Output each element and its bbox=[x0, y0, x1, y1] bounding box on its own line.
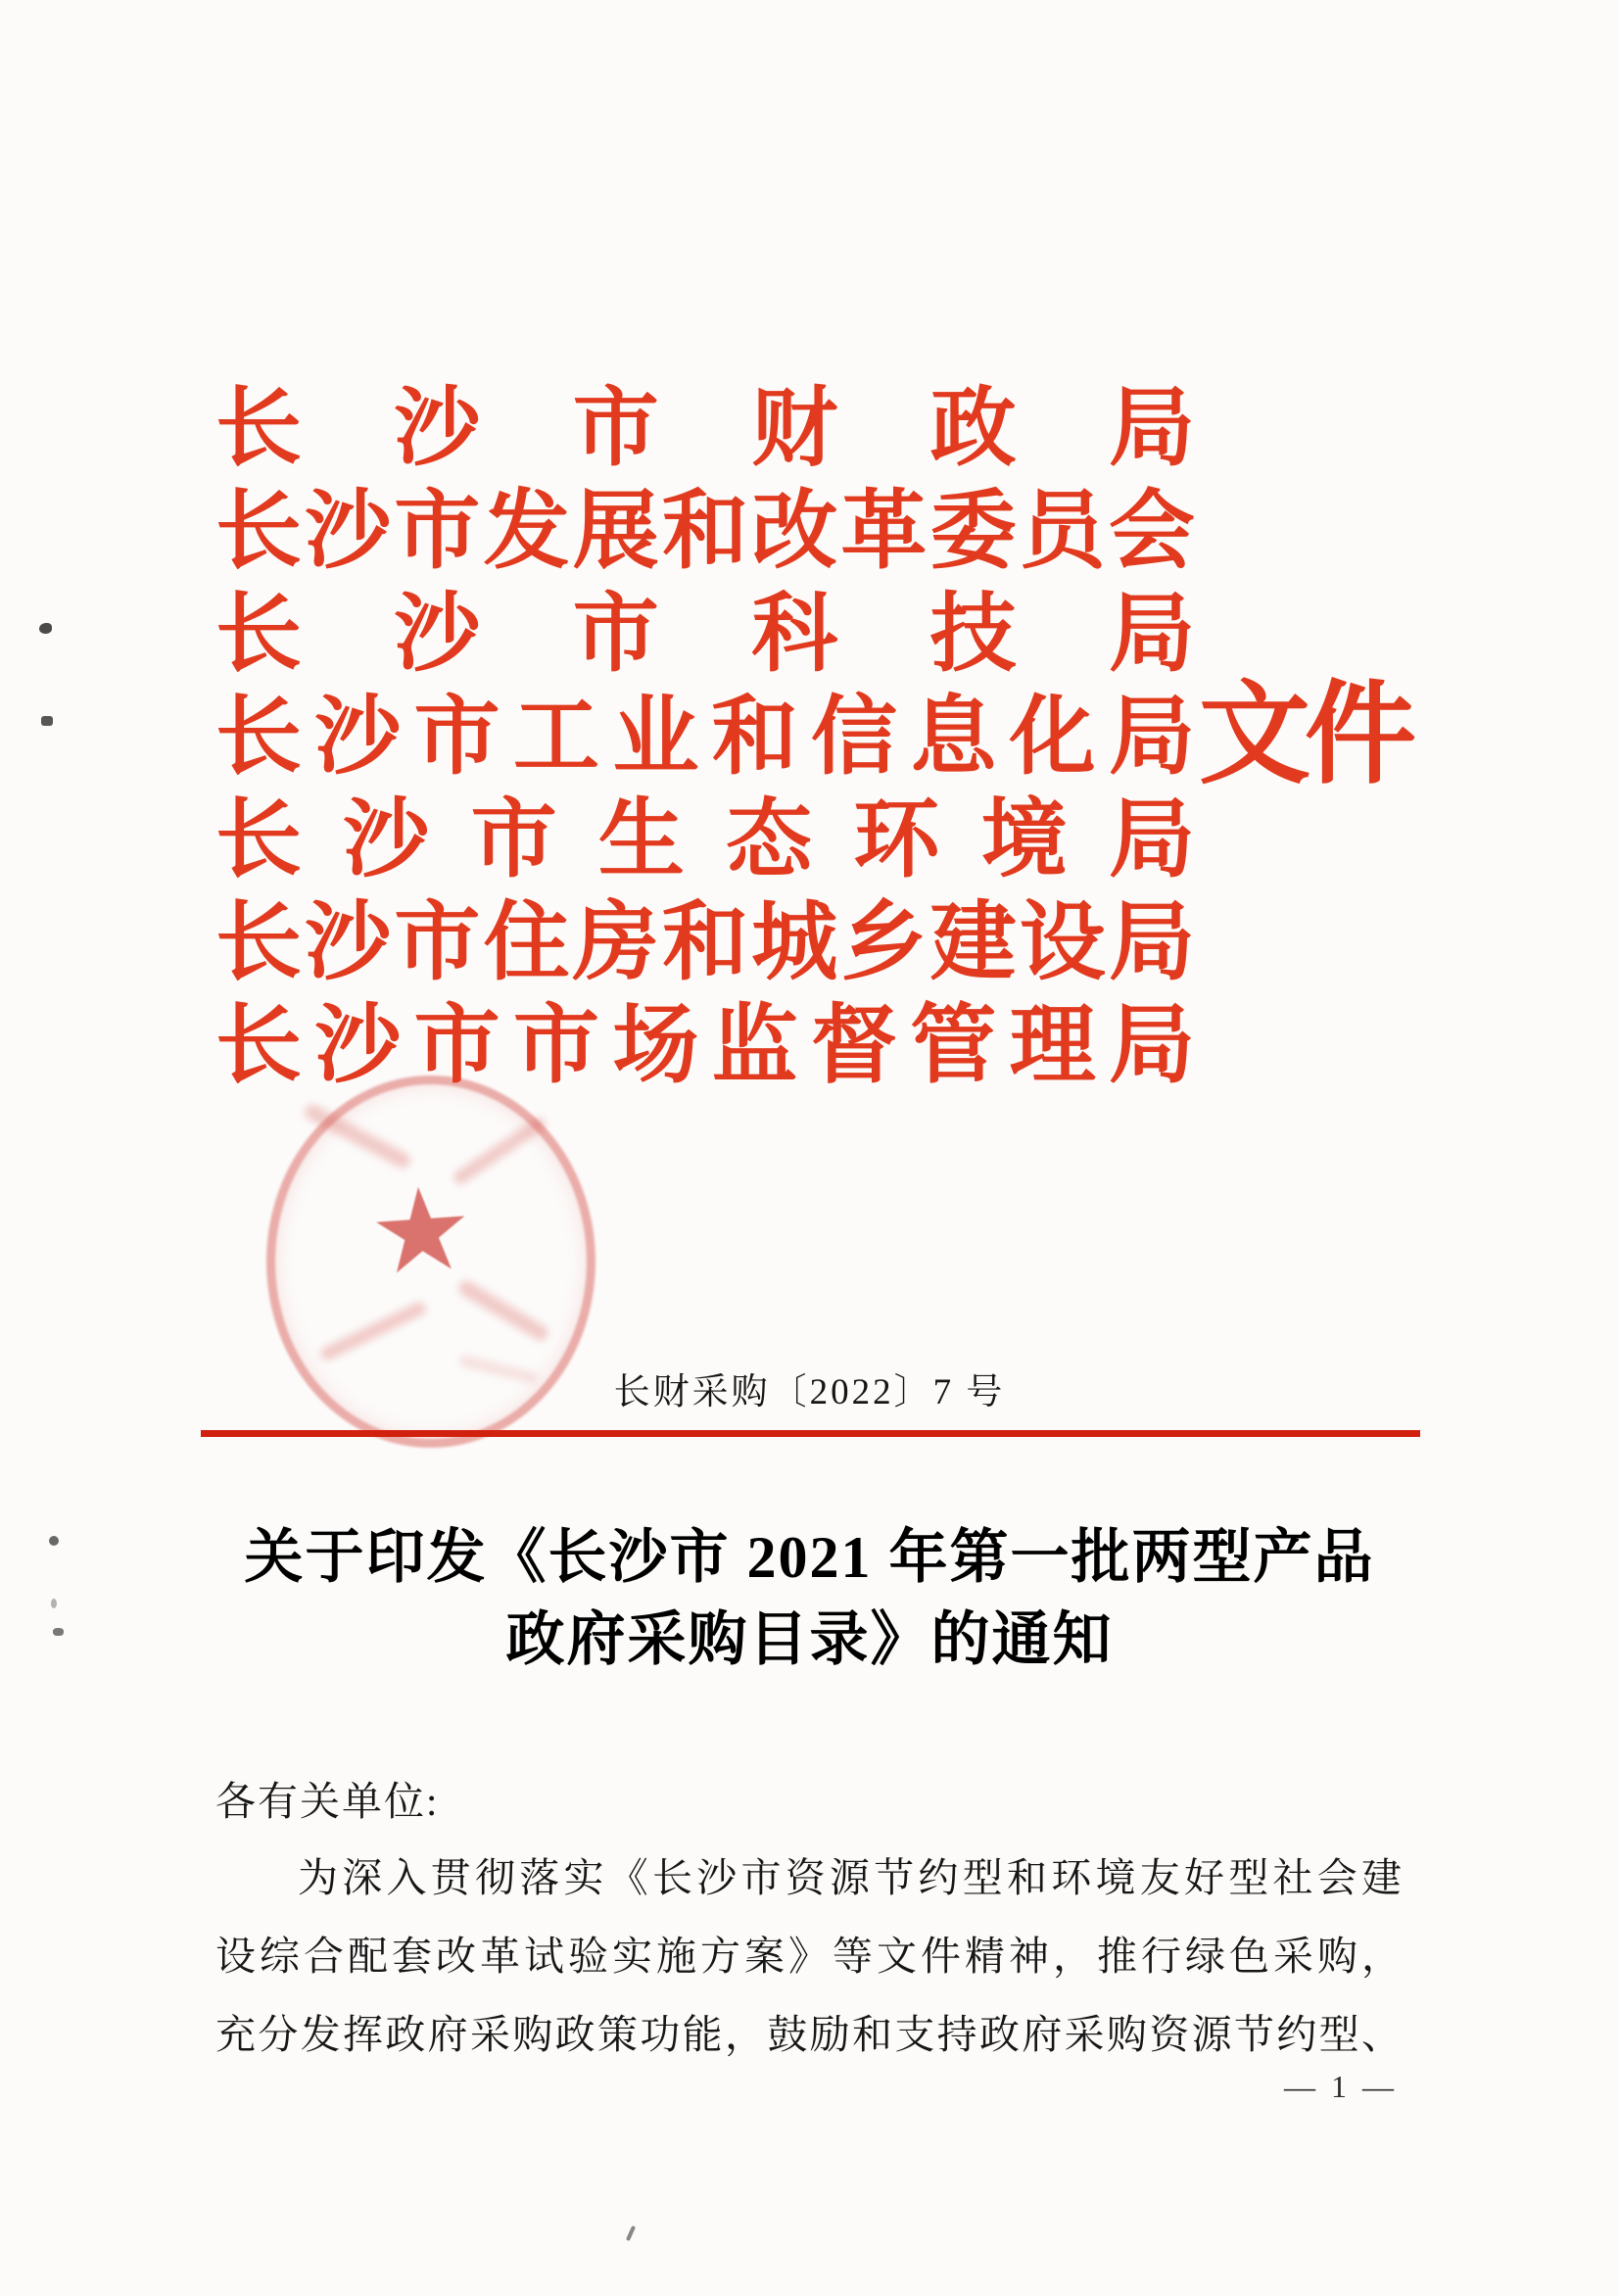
salutation: 各有关单位: bbox=[215, 1779, 440, 1824]
agency-name-line-3: 长沙市科技局 bbox=[215, 588, 1195, 683]
scan-speck bbox=[51, 1599, 57, 1608]
body-line-2: 设综合配套改革试验实施方案》等文件精神，推行绿色采购， bbox=[215, 1934, 1403, 1979]
red-divider-line bbox=[201, 1430, 1420, 1437]
stray-pen-mark bbox=[626, 2225, 636, 2241]
scan-speck bbox=[53, 1628, 64, 1636]
doc-type-label: 文件 bbox=[1199, 673, 1411, 797]
agency-name-line-5: 长沙市生态环境局 bbox=[215, 793, 1195, 888]
title-line-2: 政府采购目录》的通知 bbox=[505, 1607, 1114, 1672]
agency-name-line-6: 长沙市住房和城乡建设局 bbox=[215, 896, 1195, 991]
document-title bbox=[0, 1516, 1619, 1681]
agency-name-line-4: 长沙市工业和信息化局 bbox=[215, 691, 1195, 786]
agency-name-line-7: 长沙市市场监督管理局 bbox=[215, 999, 1195, 1094]
scan-speck bbox=[49, 1536, 59, 1546]
agency-name-line-2: 长沙市发展和改革委员会 bbox=[215, 485, 1195, 580]
agency-name-line-1: 长沙市财政局 bbox=[215, 382, 1195, 477]
body-line-1: 为深入贯彻落实《长沙市资源节约型和环境友好型社会建 bbox=[298, 1855, 1403, 1900]
title-line-1: 关于印发《长沙市 2021 年第一批两型产品 bbox=[244, 1525, 1375, 1590]
scan-speck bbox=[41, 716, 53, 726]
page-number: — 1 — bbox=[1284, 2069, 1398, 2104]
body-line-3: 充分发挥政府采购政策功能，鼓励和支持政府采购资源节约型、 bbox=[215, 2012, 1403, 2057]
scan-speck bbox=[39, 623, 52, 634]
reference-number: 长财采购〔2022〕7 号 bbox=[613, 1372, 1006, 1412]
seal-star-icon: ★ bbox=[364, 1159, 478, 1302]
